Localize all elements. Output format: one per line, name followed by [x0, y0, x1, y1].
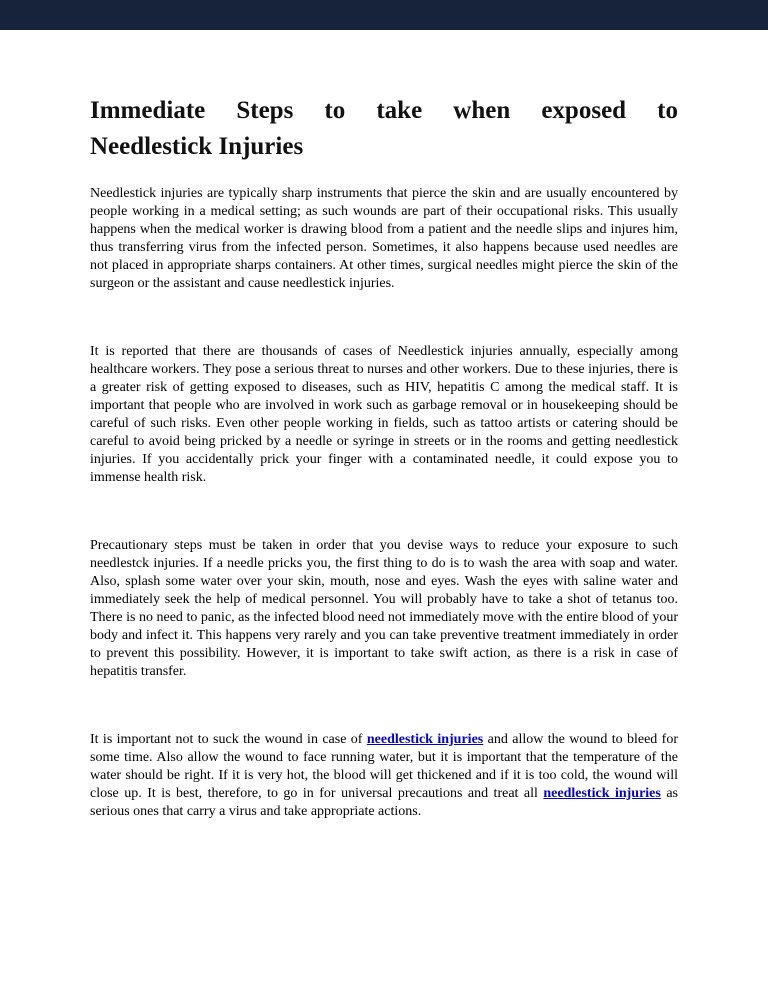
paragraph-precautions: Precautionary steps must be taken in order that you devise ways to reduce your exposure to such needlestck injuries. If a needle pricks you, the first thing to do is to wash the area with soap and water. Also, splash some water over your skin, mouth, nose and eyes. Wash the eyes with saline water and immediately seek the help of medical personnel. You will probably have to take a shot of tetanus too. There is no need to panic, as the infected blood need not immediately move with the entire blood of your body and infect it. This happens very rarely and you can take preventive treatment immediately in order to prevent this possibility. However, it is important to take swift action, as there is a risk in case of hepatitis transfer. — [90, 538, 678, 679]
document-page — [0, 30, 768, 861]
paragraph-treatment-text-1: It is important not to suck the wound in case of — [90, 732, 367, 747]
document-title-line2: Needlestick Injuries — [90, 133, 304, 160]
paragraph-statistics: It is reported that there are thousands of cases of Needlestick injuries annually, especially among healthcare workers. They pose a serious threat to nurses and other workers. Due to these injuries, there is a greater risk of getting exposed to diseases, such as HIV, hepatitis C among the medical staff. It is important that people who are involved in work such as garbage removal or in housekeeping should be careful of such risks. Even other people working in fields, such as tattoo artists or catering should be careful to avoid being pricked by a needle or syringe in streets or in the rooms and getting needlestick injuries. If you accidentally prick your finger with a contaminated needle, it could expose you to immense health risk. — [90, 344, 678, 485]
paragraph-treatment-text-2: and allow the wound to bleed for some time. Also allow the wound to face running water, but it is important that the temperature of the water should be right. If it is very hot, the blood will get thickened and if it is too cold, the wound will close up. It is best, therefore, to go in for universal precautions and treat all — [90, 732, 679, 801]
top-bar — [0, 0, 768, 30]
paragraph-treatment — [90, 731, 678, 821]
paragraph-treatment-text-3: as serious ones that carry a virus and take appropriate actions. — [90, 786, 678, 819]
needlestick-injuries-link-2[interactable]: needlestick injuries — [543, 786, 661, 801]
document-title-line1: Immediate Steps to take when exposed to — [90, 97, 678, 124]
paragraph-intro: Needlestick injuries are typically sharp instruments that pierce the skin and are usually encountered by people working in a medical setting; as such wounds are part of their occupational risks. This usually happens when the medical worker is drawing blood from a patient and the needle slips and injures him, thus transferring virus from the infected person. Sometimes, it also happens because used needles are not placed in appropriate sharps containers. At other times, surgical needles might pierce the skin of the surgeon or the assistant and cause needlestick injuries. — [90, 186, 678, 291]
needlestick-injuries-link-1[interactable]: needlestick injuries — [366, 732, 484, 747]
document-title — [90, 93, 678, 165]
